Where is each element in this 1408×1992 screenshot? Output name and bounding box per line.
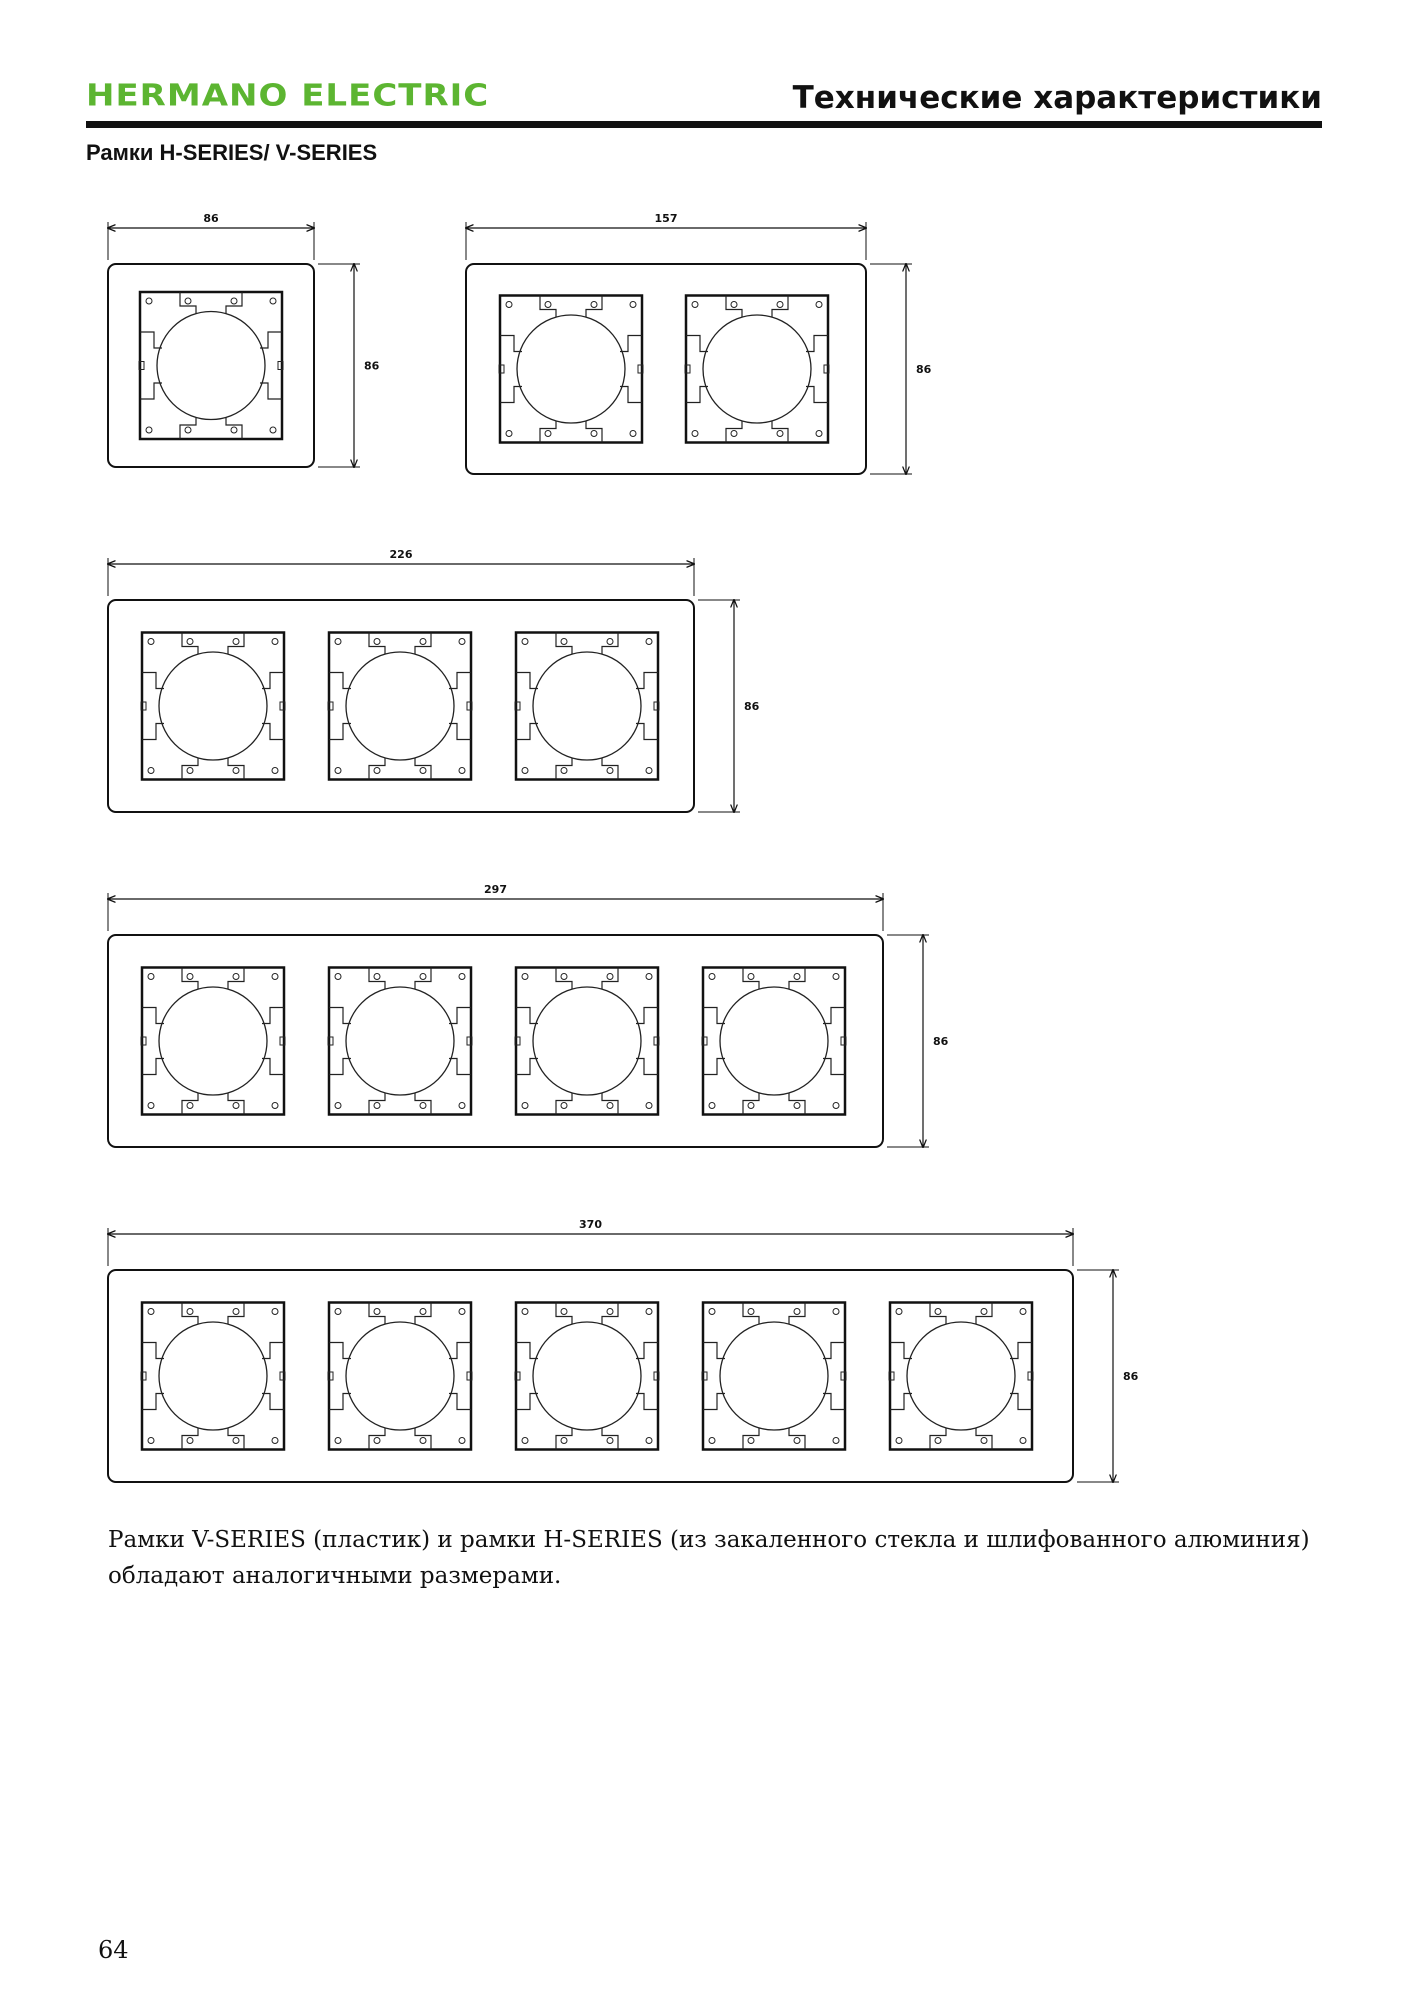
frame-1-gang: [108, 212, 380, 467]
width-label: 157: [654, 212, 678, 225]
width-label: 297: [484, 883, 507, 896]
dimensions-note: Рамки V-SERIES (пластик) и рамки H-SERIES (из закаленного стекла и шлифованного алюминия) обладают аналогичными размерами.: [108, 1527, 1310, 1589]
height-label: 86: [744, 700, 760, 713]
height-label: 86: [916, 363, 932, 376]
mounting-post: [515, 633, 659, 780]
frames-drawing: [0, 190, 1408, 1510]
mounting-post: [328, 968, 472, 1115]
mounting-post: [685, 296, 829, 443]
page-title: Технические характеристики: [792, 80, 1322, 116]
width-label: 86: [203, 212, 219, 225]
width-label: 226: [389, 548, 413, 561]
mounting-post: [702, 1303, 846, 1450]
frame-5-gang: [108, 1218, 1139, 1482]
mounting-post: [515, 1303, 659, 1450]
frame-4-gang: [108, 883, 949, 1147]
brand-logo: HERMANO ELECTRIC: [86, 78, 490, 114]
mounting-post: [328, 633, 472, 780]
mounting-post: [141, 1303, 285, 1450]
height-label: 86: [1123, 1370, 1139, 1383]
mounting-post: [515, 968, 659, 1115]
frame-3-gang: [108, 548, 760, 812]
mounting-post: [328, 1303, 472, 1450]
section-title: Рамки H-SERIES/ V-SERIES: [86, 140, 378, 165]
mounting-post: [141, 633, 285, 780]
height-label: 86: [364, 359, 380, 373]
mounting-post: [702, 968, 846, 1115]
mounting-post: [141, 968, 285, 1115]
mounting-post: [139, 292, 283, 439]
header-rule: [86, 121, 1322, 128]
height-label: 86: [933, 1035, 949, 1048]
page-number: 64: [98, 1936, 129, 1964]
width-label: 370: [579, 1218, 602, 1231]
mounting-post: [889, 1303, 1033, 1450]
mounting-post: [499, 296, 643, 443]
frame-2-gang: [466, 212, 932, 474]
